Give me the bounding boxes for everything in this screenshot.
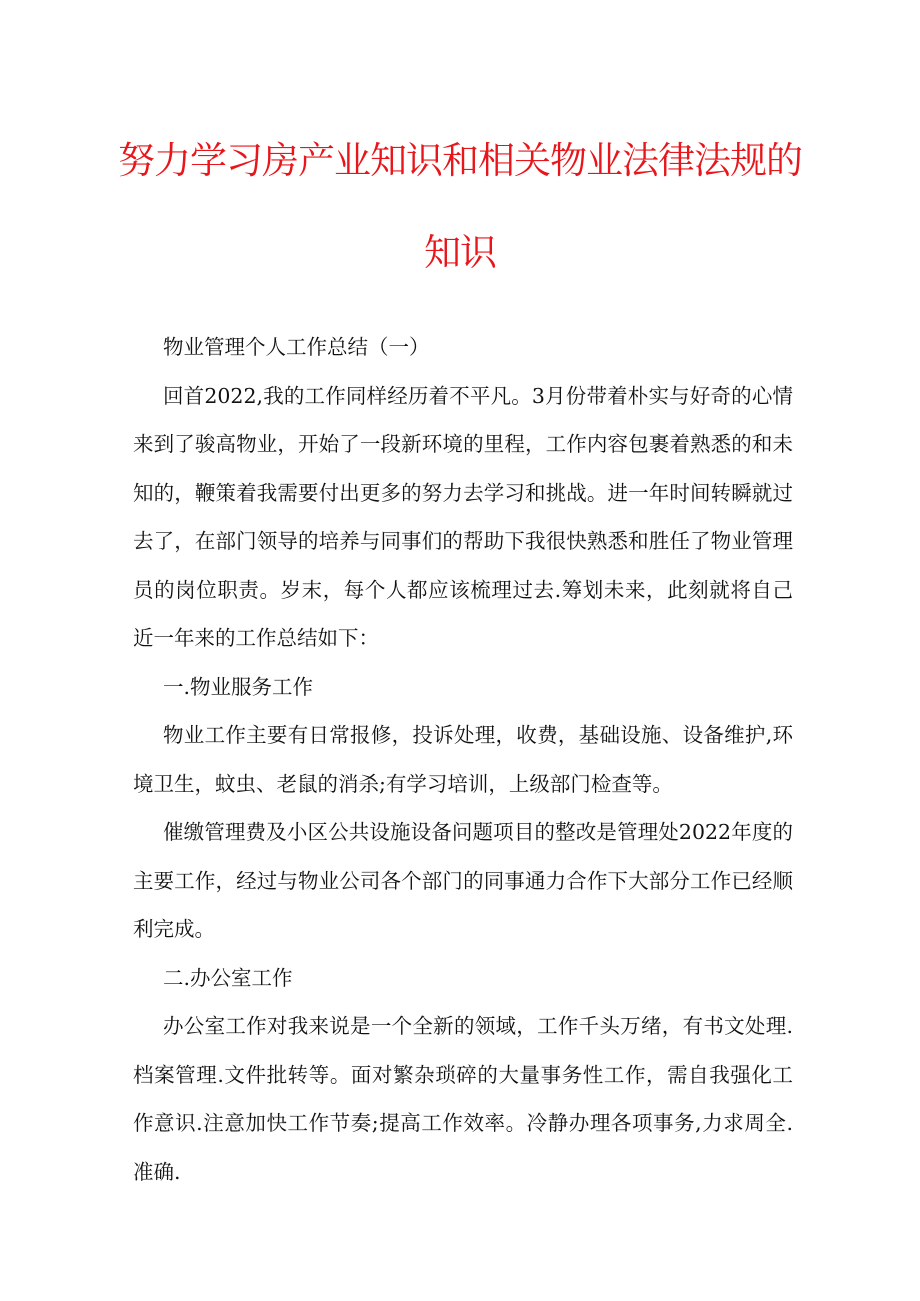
section-heading-office-work: 二.办公室工作	[163, 965, 293, 990]
section-heading-property-service: 一.物业服务工作	[163, 674, 314, 699]
section-heading-summary: 物业管理个人工作总结（一）	[163, 335, 430, 359]
paragraph-fee-collection: 催缴管理费及小区公共设施设备问题项目的整改是管理处2022年度的主要工作，经过与物业公司各个部门的同事通力合作下大部分工作已经顺利完成。	[133, 820, 793, 941]
document-title-line-2: 知识	[424, 231, 496, 274]
document-title-line-1: 努力学习房产业知识和相关物业法律法规的	[118, 139, 802, 182]
document-body	[133, 323, 793, 1196]
paragraph-property-duties: 物业工作主要有日常报修，投诉处理，收费，基础设施、设备维护,环境卫生，蚊虫、老鼠的消杀;有学习培训，上级部门检查等。	[133, 723, 793, 796]
paragraph-intro: 回首2022,我的工作同样经历着不平凡。3月份带着朴实与好奇的心情来到了骏高物业，开始了一段新环境的里程，工作内容包裹着熟悉的和未知的，鞭策着我需要付出更多的努力去学习和挑战。进一年时间转瞬就过去了，在部门领导的培养与同事们的帮助下我很快熟悉和胜任了物业管理员的岗位职责。岁末，每个人都应该梳理过去.筹划未来，此刻就将自己近一年来的工作总结如下：	[133, 383, 793, 650]
paragraph-office-work: 办公室工作对我来说是一个全新的领域，工作千头万绪，有书文处理.档案管理.文件批转等。面对繁杂琐碎的大量事务性工作，需自我强化工作意识.注意加快工作节奏;提高工作效率。冷静办理各项事务,力求周全.准确.	[133, 1014, 793, 1184]
